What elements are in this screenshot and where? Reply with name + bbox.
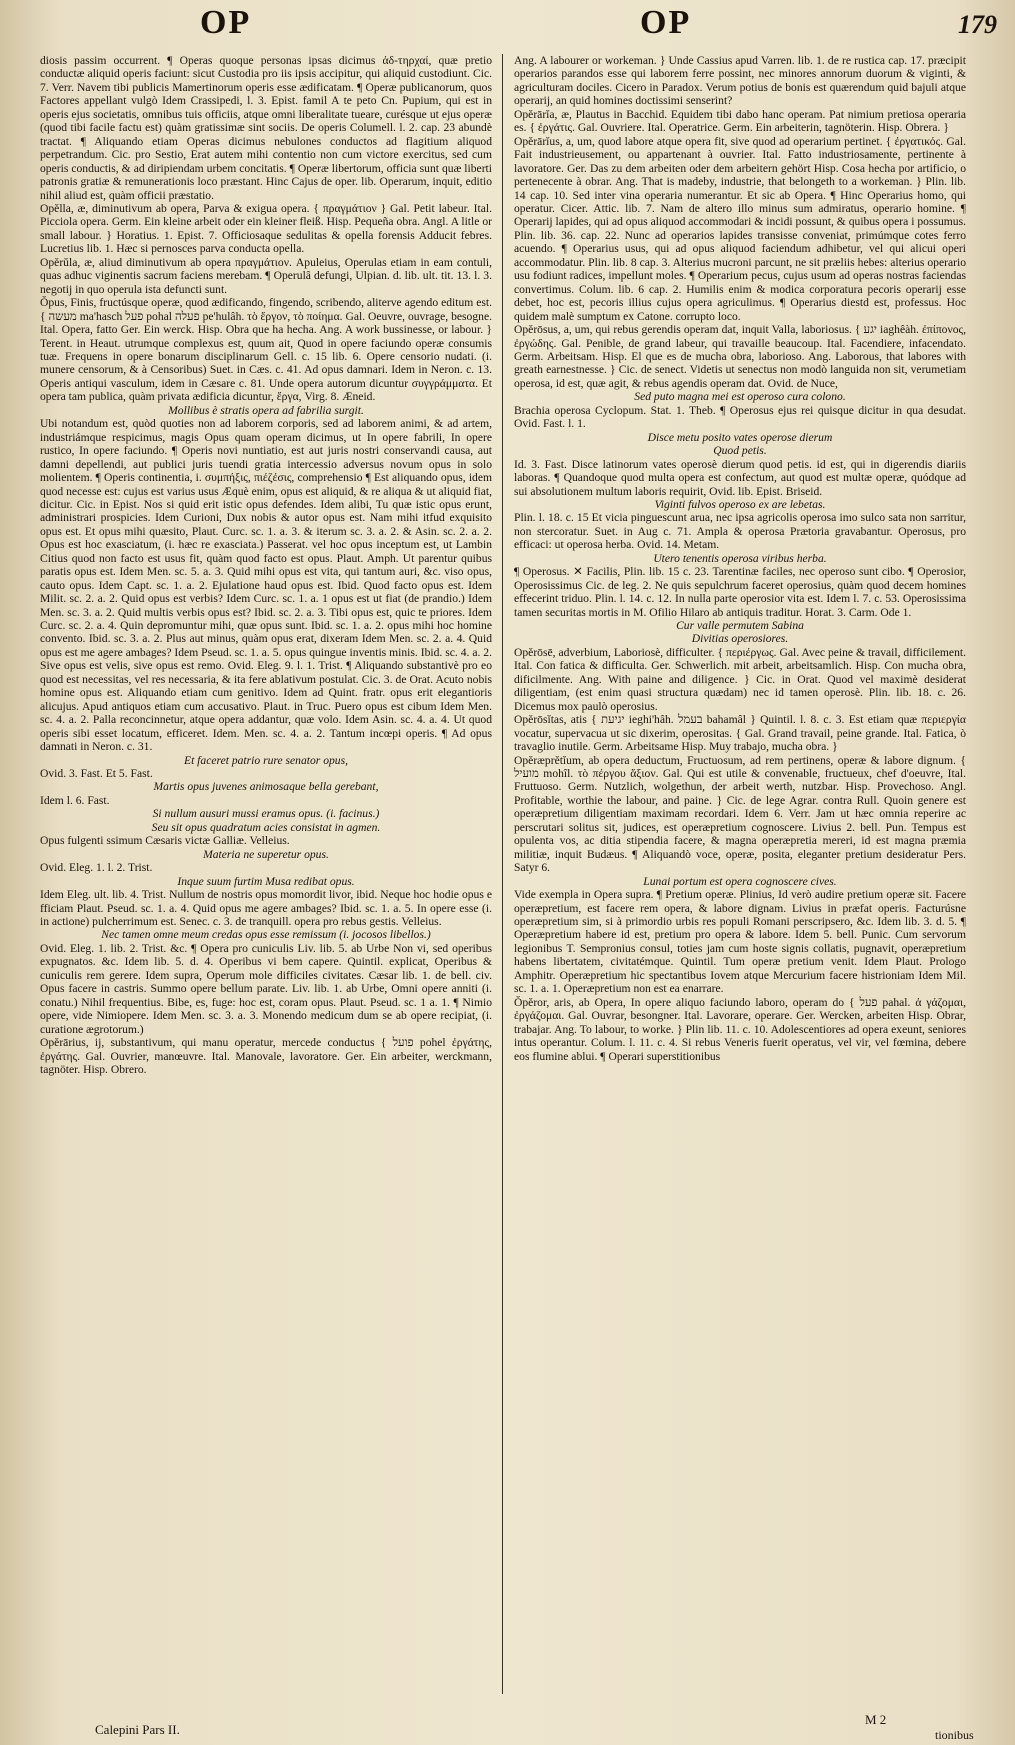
verse-quotation: Materia ne superetur opus. (203, 847, 329, 861)
footer-part-label: Calepini Pars II. (95, 1722, 180, 1737)
dictionary-paragraph: Id. 3. Fast. Disce latinorum vates operosè dierum quod petis. id est, qui in digerendis diariis laboras. ¶ Quandoque quod multa opera est confectum, aut quod est multæ operæ, quódque ad sui absolutionem multum laboris requirit, Ovid. lib. Epist. Briseid. (514, 457, 966, 498)
dictionary-paragraph: Opĕrārĭus, a, um, quod labore atque opera fit, sive quod ad operarium pertinet. { ἐργατικός. Gal. Fait industrieusement, ou appartenant à ouvrier. Ital. Fatto industriosamente, pertinente à lavoratore. Ger. Das zu dem arbeiten oder dem arbeitern gehört Hisp. Cosa hecha por artificio, o pertenecente à obrar. Ang. That is madeby, industrie, that belongeth to a workeman. } Plin. lib. 14 cap. 10. Sed inter vina operaria numerantur. Et sic ab Opera. ¶ Hinc Operarius homo, qui operatur. Cicer. Attic. lib. 7. Nam de altero illo minus sum admiratus, operario homine. ¶ Operarij lapides, qui ad opus aliquod accommodari & incidi possunt, & quibus opera i possumus. Plin. lib. 36. cap. 22. Nunc ad operarios lapides transisse conveniat, primúmque cotes ferro acuendo. ¶ Operarius usus, qui ad opus aliquod faciendum adhibetur, vel qui alicui operi accommodatur. Plin. lib. 8 cap. 3. Alterius mucroni parcunt, ne sit præliis hebes: alterius operario usu fodiunt radices, impellunt moles. ¶ Operarium pecus, cujus usum ad operas nostras faciendas convertimus. Colum. lib. 6 cap. 2. Humilis enim & modica corporatura pecoris operarij esse debet, hoc est, pecoris illius cujus opera agriculimus. ¶ Operarius diestd est, professus. Hoc quidem malè sumptum ex Catone. corrupto loco. (514, 134, 966, 323)
dictionary-paragraph: Plin. l. 18. c. 15 Et vicia pinguescunt arua, nec ipsa agricolis operosa imo sulco sata non sarritur, non stercoratur. Suet. in Aug c. 71. Ampla & operosa Prætoria gravabantur. Operosus, pro efficaci: ut operosa herba. Ovid. 14. Metam. (514, 511, 966, 552)
verse-quotation: Quod petis. (713, 444, 767, 458)
verse-quotation: Et faceret patrio rure senator opus, (183, 753, 349, 767)
footer-signature: M 2 (865, 1712, 887, 1727)
verse-quotation: Viginti fulvos operoso ex are lebetas. (654, 497, 826, 511)
running-header (0, 4, 1015, 40)
verse-quotation: Si nullum ausuri mussi eramus opus. (i. facinus.) (152, 807, 380, 821)
column-divider (502, 54, 503, 1694)
dictionary-paragraph: Opĕrōsē, adverbium, Laboriosè, difficulter. { περιέργως. Gal. Avec peine & travail, difficilement. Ital. Con fatica & difficulta. Ger. Schwerlich. mit arbeit, arbeitsamlich. Hisp. Con mucha obra, dificilmente. Ang. With paine and diligence. } Cic. in Orat. Quod vel maximè desiderat diligentiam, (est enim quasi structura quædam) nec id tamen operosè. Plin. lib. 18. c. 26. Dicemus mox paulò operosius. (514, 645, 966, 713)
dictionary-paragraph: Idem Eleg. ult. lib. 4. Trist. Nullum de nostris opus momordit livor, ibid. Neque hoc hodie opus e fficiam Plaut. Pseud. sc. 1. a. 4. Quid opus me agere ambages? Ibid. sc. 1. a. 5. In opere esse (i. in actione) pulcherrimum est. Senec. c. 3. de tranquill. opera pro rebus gestis. Velleius. (40, 888, 492, 928)
verse-quotation: Mollibus è stratis opera ad fabrilia surgit. (168, 403, 364, 417)
verse-quotation: Cur valle permutem Sabina (676, 619, 804, 633)
dictionary-paragraph: Opĕrōsĭtas, atis { יגיעת ieghi'hâh. בעמל bahamâl } Quintil. l. 8. c. 3. Est etiam quæ περιεργία vocatur, supervacua ut sic dixerim, operositas. { Gal. Grand travail, peine grande. Ital. Fatica, ò travaglio inutile. Germ. Arbeitsame Hisp. Muy trabajo, mucha obra. } (514, 713, 967, 754)
page-number: 179 (958, 10, 997, 39)
dictionary-paragraph: Ubi notandum est, quòd quoties non ad laborem corporis, sed ad laborem animi, & ad artem, industriámque respicimus, magis Opus quam operam dicimus, ut In opere fabrili, In opere rustico, In opere faciundo. ¶ Operis novi nuntiatio, est aut juris nostri conservandi causa, aut damni depellendi, aut publici juris tuendi gratia intercessio adversus novum opus in solo molientem. ¶ Operis continentia, i. συμπήξις, πιέζέσις, comprehensio ¶ Est aliquando opus, idem quod necesse est: cujus est varius usus Æquè enim, opus est aliquid, & re aliqua & ut aliquid fiat, dicitur. Cic. in Epist. Nos si quid erit istic opus defendes. Idem alibi, Tu quæ istic opus erunt, administrari prospicies. Idem Curioni, Dux nobis & autor opus est. Nam mihi itfud exquisito opus est. Et opus mihi quæsito, Plaut. Curc. sc. 1. a. 3. & iterum sc. 3. a. 2. & Asin. sc. 2. a. 2. Opus est hoc exasciatum, (i. hæc re exasciata.) Passerat. vel hoc opus inceptum est, ut Lambin Citius quod non facto est usus fit, quàm quod facto est opus. Plaut. Amph. Ut parentur quibus paratis opus est. Idem Men. sc. 5. a. 3. Quid mihi opus est vita, qui tantum auri, &c. viso opus, cauto opus. Idem Capt. sc. 1. a. 2. Ejulatione haud opus est. Ibid. Quod facto opus est. Idem Milit. sc. 2. a. 2. Quid opus est verbis? Idem Curc. sc. 1. a. 1 opus est ut fiat (de prandio.) Idem Men. sc. 3. a. 2. Quid multis verbis opus est? Ibid. sc. 2. a. 3. Tibi opus est, quic te priores. Idem Curc. sc. 2. a. 4. Quin depromuntur mihi, quæ opus sunt. Ibid. sc. 1. a. 2. opus mihi hoc homine convento. Ibid. sc. 3. a. 2. Plus aut minus, quàm opus erat, dixeram Idem Men. sc. 2. a. 4. Quid opus est me agere ambages? Idem Pseud. sc. 1. a. 5. opus quingue inventis minis. Ibid. sc. 4. a. 2. Sive opus est velis, sive opus est remo. Ovid. Eleg. 9. l. 1. Trist. ¶ Aliquando substantivè pro eo quod est necessitas, vel res necessaria, & ita fere ablativum postulat. Cic. 3. de Orat. Acuto nobis homine opus est. Aliquando etiam cum genitivo. Idem ad Quint. fratr. opus erit elegantioris alicujus. Apud antiquos etiam cum accusativo. Plaut. in Truc. Puero opus est cibum Idem Men. sc. 4. a. 2. Palla reconcinnetur, atque opera addantur, quæ volo. Idem Asin. sc. 4. a. 4. Ut quod operis sibi esset locatum, efficeret. Idem. Men. sc. 4. a. 2. Tantum incœpi operis. ¶ Ad opus damnati in Neron. c. 31. (40, 417, 492, 754)
dictionary-paragraph: Opĕræprĕtĭum, ab opera deductum, Fructuosum, ad rem pertinens, operæ & labore dignum. { מועיל mohîl. τὸ πέργου ἄξιον. Gal. Qui est utile & convenable, fructueux, chef d'oeuvre, Ital. Fruttuoso. Germ. Nutzlich, wolgethun, der arbeit werth, nutzbar. Hisp. Provechoso. Angl. Profitable, worthie the labour, and paine. } Cic. de lege Agrar. contra Rull. Quoin genere est operæpretium diligentiam maximam recordari. Idem 6. Verr. Jam ut hæc omnia reperire ac perscrutari solitus sit, judices, est operæpretium cognoscere. Livius 2. bell. Pun. Tempus est opulenta vos, ac ditia stipendia facere, & magna operæpretia mereri, id est magna præmia militiæ, inquit Budæus. ¶ Aliquandò voce, operæ, posita, eleganter pretium desideratur Pers. Satyr 6. (514, 753, 966, 875)
left-heading: OP (200, 4, 252, 41)
dictionary-paragraph: diosis passim occurrent. ¶ Operas quoque personas ipsas dicimus ἀδ-τηρχαί, quæ pretio conductæ aliquid operis faciunt: sicut Custodia pro iis ipsis accipitur, qui aliquid custodiunt. Cic. 7. Verr. Navem tibi publicis Mamertinorum operis esse ædificatam. ¶ Operæ publicanorum, quos Factores appellant vulgò Idem Crassipedi, l. 3. Epist. famil A te peto Cn. Pupium, qui est in operis ejus societatis, omnibus tuis officiis, atque omni liberalitate tueare, curésque ut ejus operæ (quod tibi facile factu est) quàm gratissimæ sint sociis. De operis Columell. l. 2. cap. 23 abundè tractat. ¶ Aliquando etiam Operas dicimus nebulones conductos ad flagitium aliquod perpetrandum. Cic. pro Sestio, Erat autem mihi contentio non cum victore exercitus, sed cum operis conductis, & ad diripiendam urbem concitatis. ¶ Operæ libertorum, officia sunt quæ liberti patronis gratiæ & remunerationis loco præstant. Hinc Cajus de oper. lib. Operarum, inquit, editio nihil aliud est, quàm officii præstatio. (40, 54, 492, 202)
dictionary-paragraph: Idem l. 6. Fast. (40, 793, 110, 807)
dictionary-paragraph: Ovid. Eleg. 1. lib. 2. Trist. &c. ¶ Opera pro cuniculis Liv. lib. 5. ab Urbe Non vi, sed operibus expugnatos. &c. Idem lib. 5. d. 4. Operibus vi bem capere. Quintil. explicat, Operibus & cuniculis rem gerere. Idem supra, Operum mole difficiles civitates. Cæsar lib. 1. de bell. civ. Opus facere in castris. Summo opere bellum parate. Liv. lib. 1. ab Urbe, Omni opere anniti (i. conatu.) Nihil frequentius. Bibe, es, fuge: hoc est, coram opus. Plaut. Pseud. sc. 1 a. 1. ¶ Nimio opere, vide Nimiopere. Idem Men. sc. 3. a. 3. Monendo medicum dum se ab opere recipiat, (i. curatione ægrotorum.) (40, 941, 492, 1036)
dictionary-paragraph: Opus fulgenti ssimum Cæsaris victæ Galliæ. Velleius. (40, 834, 290, 848)
dictionary-paragraph: ¶ Operosus. ✕ Facilis, Plin. lib. 15 c. 23. Tarentinæ faciles, nec operoso sunt cibo. ¶ Operosior, Operosissimus Cic. de leg. 2. Ne quis sepulchrum faceret operosius, quàm quod decem homines effecerint triduo. Plin. l. 14. c. 12. In nulla parte operosior vita est. Idem l. 7. c. 53. Operosissima tamen securitas mortis in M. Ofilio Hilaro ab antiquis traditur. Horat. 3. Carm. Ode 1. (514, 565, 966, 619)
verse-quotation: Nec tamen omne meum credas opus esse remissum (i. jocosos libellos.) (101, 928, 431, 942)
right-column (514, 54, 966, 1063)
dictionary-paragraph: Ŏpĕror, aris, ab Opera, In opere aliquo faciundo laboro, operam do { פעל pahal. ἀ γάζομαι, ἐργάζομαι. Gal. Ouvrar, besongner. Ital. Lavorare, operare. Ger. Wercken, arbeiten Hisp. Obrar, trabajar. Ang. To labour, to worke. } Plin lib. 11. c. 10. Adolescentiores ad opera exeunt, seniores intus operantur. Colum. l. 11. c. 4. Si rebus Veneris fuerit operatus, vel vir, vel fœmina, debere eos flumine ablui. ¶ Operari superstitionibus (514, 995, 966, 1063)
verse-quotation: Martis opus juvenes animosaque bella gerebant, (153, 780, 379, 794)
footer-catchword: tionibus (935, 1728, 974, 1742)
left-column (40, 54, 492, 1076)
dictionary-paragraph: Ovid. 3. Fast. Et 5. Fast. (40, 767, 153, 781)
verse-quotation: Divitias operosiores. (691, 632, 789, 646)
dictionary-paragraph: Ovid. Eleg. 1. l. 2. Trist. (40, 861, 153, 875)
verse-quotation: Utero tenentis operosa viribus herba. (653, 551, 827, 565)
verse-quotation: Inque suum furtim Musa redibat opus. (177, 874, 355, 888)
right-heading: OP (640, 4, 692, 41)
dictionary-paragraph: Opĕrārĭa, æ, Plautus in Bacchid. Equidem tibi dabo hanc operam. Pat nimium pretiosa operaria es. { ἐργάτις. Gal. Ouvriere. Ital. Operatrice. Germ. Ein arbeiterin, tagnöterin. Hisp. Obrera. } (514, 107, 966, 135)
dictionary-paragraph: Ŏpus, Finis, fructúsque operæ, quod ædificando, fingendo, scribendo, aliterve agendo editum est. { מעשה ma'hasch פעל pohal פעלה pe'hulâh. τὸ ἔργον, τὸ ποίημα. Gal. Oeuvre, ouvrage, besogne. Ital. Opera, fatto Ger. Ein werck. Hisp. Obra que ha hecha. Ang. A work bussinesse, or labour. } Terent. in Heaut. utrumque complexus est, quum ait, Quod in opere faciundo operæ consumis tuæ. Frequens in opere bonarum disciplinarum Gell. c. 15 lib. 6. Opere censorio nudati. (i. munere censorum, & à Censoribus) Suet. in Cæs. c. 41. Ad opus damnari. Idem in Neron. c. 13. Operis antiqui vasculum, idem in Cæsare c. 81. Unde opera autorum dicuntur συγγράμματα. Et opera tam publica, quàm privata ædificia dicuntur, ἔργα, Virg. 8. Æneid. (40, 296, 492, 404)
dictionary-paragraph: Opĕrŭla, æ, aliud diminutivum ab opera πραγμάτιον. Apuleius, Operulas etiam in eam contuli, quas adhuc viginentis sacrum faciens merebam. ¶ Operulâ defungi, Ulpian. d. lib. ult. tit. 13. l. 3. negotij in quo operula ista defuncti sunt. (40, 255, 492, 296)
dictionary-paragraph: Opĕrōsus, a, um, qui rebus gerendis operam dat, inquit Valla, laboriosus. { יגע iaghêàh. ἐπίπονος, ἐργώδης. Gal. Penible, de grand labeur, qui travaille beaucoup. Ital. Facendiere, infacendato. Germ. Arbeitsam. Hisp. El que es de mucha obra, laborioso. Ang. Laborous, that labores with greath earnestnesse. } Cic. de senect. Videtis ut senectus non modò languida non sit, verumetiam operosa, id est, quæ agit, & rebus agendis operam dat. Ovid. de Nuce, (514, 323, 966, 390)
dictionary-paragraph: Vide exempla in Opera supra. ¶ Pretium operæ. Plinius, Id verò audire pretium operæ sit. Facere operæpretium, est facere rem opera, & labore dignam. Livius in præfat operis. Facturúsne operæpretium sim, si à primordio urbis res populi Romani perscripsero, &c. Idem lib. 3. d. 5. ¶ Operæpretium habere id est, pretium pro opera & labore. Idem 5. bell. Punic. Cum servorum legionibus T. Sempronius consul, toties jam cum hoste signis collatis, pugnavit, operæpretium habens libertatem, civitatémque. Quintil. Tum operæ pretium venit. Idem Plaut. Prologo Amphitr. Operæpretium hic spectantibus Iovem atque Mercurium facere histrioniam Idem Mil. sc. 1. a. 1. Operæpretium non est ea enarrare. (514, 888, 966, 996)
verse-quotation: Lunai portum est opera cognoscere cives. (643, 874, 837, 888)
dictionary-paragraph: Brachia operosa Cyclopum. Stat. 1. Theb. ¶ Operosus ejus rei quisque dicitur in qua desudat. Ovid. Fast. l. 1. (514, 403, 966, 431)
verse-quotation: Sed puto magna mei est operoso cura colono. (634, 390, 846, 404)
dictionary-paragraph: Ang. A labourer or workeman. } Unde Cassius apud Varren. lib. 1. de re rustica cap. 17. præcipit operarios parandos esse qui laborem ferre possint, nec minores annorum duorum & viginti, & agriculturam dociles. Cicero in Paradox. Verum potius de bonis est quærendum quid bajuli atque operarij, an quid homines doctissimi senserint? (514, 54, 966, 108)
dictionary-paragraph: Opĕlla, æ, diminutivum ab opera, Parva & exigua opera. { πραγμάτιον } Gal. Petit labeur. Ital. Picciola opera. Germ. Ein kleine arbeit oder ein kleiner fleiß. Hisp. Pequeña obra. Angl. A litle or small labour. } Horatius. 1. Epist. 7. Officiosaque sedulitas & opella forensis Adducit febres. Lucretius lib. 1. Hæc si pernosces parva conducta opella. (40, 201, 492, 256)
dictionary-paragraph: Opĕrārius, ij, substantivum, qui manu operatur, mercede conductus { פועל pohel ἐργάτης, ἐργάτης. Gal. Ouvrier, manœuvre. Ital. Manovale, lavoratore. Ger. Ein arbeiter, werckmann, tagnöter. Hisp. Obrero. (40, 1036, 492, 1076)
verse-quotation: Seu sit opus quadratum acies consistat in agmen. (151, 820, 381, 834)
verse-quotation: Disce metu posito vates operose dierum (647, 430, 833, 444)
